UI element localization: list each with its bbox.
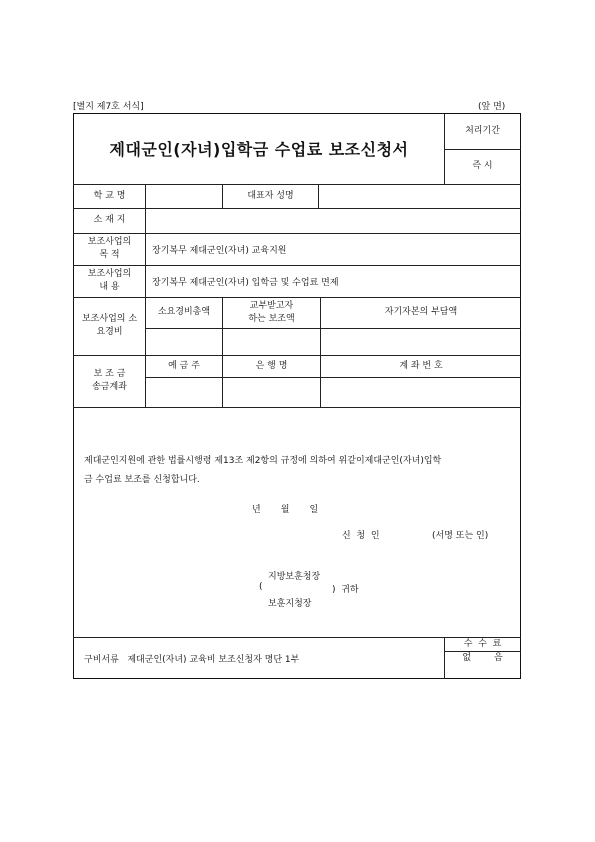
- school-name-label: 학 교 명: [93, 190, 126, 201]
- form-title: 제대군인(자녀)입학금 수업료 보조신청서: [109, 139, 409, 159]
- remittance-account-label-line2: 송금계좌: [92, 382, 127, 392]
- subsidy-requested-header: [223, 297, 320, 328]
- address-field[interactable]: [146, 208, 521, 233]
- content-label: [74, 265, 145, 297]
- subsidy-requested-header-line2: 하는 보조액: [248, 313, 295, 324]
- page-side-label: (앞 면): [478, 102, 506, 112]
- total-cost-header: 소요경비총액: [157, 307, 211, 317]
- content-value: 장기복무 제대군인(자녀) 입학금 및 수업료 면제: [152, 277, 339, 288]
- subsidy-requested-field[interactable]: [223, 328, 320, 355]
- content-label-line1: 보조사업의: [87, 269, 132, 279]
- applicant-label: 신 청 인: [342, 531, 380, 541]
- school-name-field[interactable]: [146, 184, 222, 208]
- account-holder-field[interactable]: [146, 377, 222, 407]
- content-label-line2: 내 용: [99, 282, 120, 292]
- application-statement-line2: 금 수업료 보조를 신청합니다.: [84, 475, 200, 485]
- regional-office-label: 지방보훈청장: [268, 572, 321, 582]
- bank-name-field[interactable]: [223, 377, 320, 407]
- fee-label: 수 수 료: [463, 638, 502, 649]
- processing-period-label: 처리기간: [465, 126, 500, 136]
- address-label: 소 재 지: [93, 215, 126, 225]
- form-number: [별지 제7호 서식]: [73, 102, 144, 112]
- required-documents: 구비서류 제대군인(자녀) 교육비 보조신청자 명단 1부: [84, 654, 300, 665]
- subsidy-requested-header-line1: 교부받고자: [249, 300, 294, 311]
- processing-period-value: 즉 시: [472, 161, 493, 171]
- purpose-label: [74, 233, 145, 265]
- representative-name-label: 대표자 성명: [247, 190, 294, 201]
- account-holder-header: 예 금 주: [168, 360, 200, 371]
- required-cost-label: [74, 297, 145, 355]
- application-statement-line1: 제대군인지원에 관한 법률시행령 제13조 제2항의 규정에 의하여 위같이제대군인(자녀)입학: [84, 456, 442, 466]
- self-funded-header: 자기자본의 부담액: [384, 307, 458, 317]
- purpose-value: 장기복무 제대군인(자녀) 교육지원: [152, 245, 287, 256]
- account-number-header: 계 좌 번 호: [399, 360, 443, 371]
- total-cost-field[interactable]: [146, 328, 222, 355]
- remittance-account-label: [74, 355, 145, 407]
- purpose-label-line2: 목 적: [99, 250, 120, 260]
- signature-note: (서명 또는 인): [432, 531, 489, 541]
- office-paren-close: ) 귀하: [332, 585, 359, 595]
- fee-value: 없 음: [462, 652, 503, 663]
- required-cost-label-line2: 요경비: [96, 327, 123, 337]
- application-statement: [84, 452, 514, 490]
- branch-office-label: 보훈지청장: [268, 599, 312, 609]
- representative-name-field[interactable]: [319, 184, 521, 208]
- purpose-label-line1: 보조사업의: [87, 237, 132, 247]
- remittance-account-label-line1: 보 조 금: [93, 369, 126, 379]
- required-cost-label-line1: 보조사업의 소: [81, 314, 138, 324]
- office-paren-open: (: [259, 582, 263, 592]
- self-funded-field[interactable]: [321, 328, 521, 355]
- bank-name-header: 은 행 명: [255, 360, 288, 371]
- account-number-field[interactable]: [321, 377, 521, 407]
- date-line: 년 월 일: [252, 505, 319, 515]
